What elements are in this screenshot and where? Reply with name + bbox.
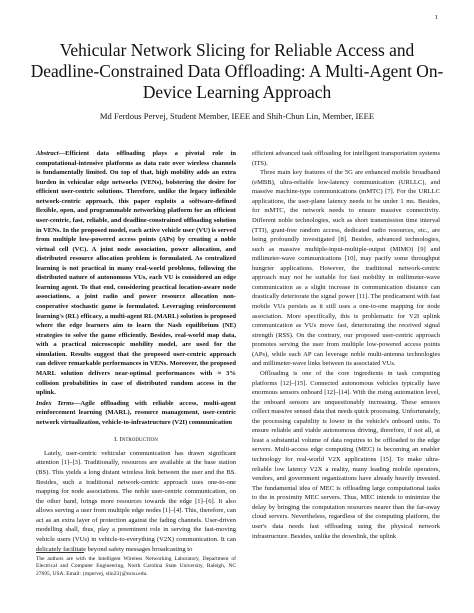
abstract xyxy=(36,149,236,398)
abstract-text: —Efficient data offloading plays a pivotal role in computational-intensive platforms as data rate over wireless channels is fundamentally limited. On top of that, high mobility adds an extra burden in vehicular edge networks (VENs), bolstering the desire for efficient user-centric solutions. Therefore, unlike the legacy inflexible network-centric approach, this paper exploits a software-defined flexible, open, and programmable networking platform for an efficient user-centric, fast, reliable, and deadline-constrained offloading solution in VENs. In the proposed model, each active vehicle user (VU) is served from multiple low-powered access points (APs) by creating a noble virtual cell (VC). A joint node association, power allocation, and distributed resource allocation problem is formulated. As centralized learning is not practical in many real-world problems, following the distributed nature of autonomous VUs, each VU is considered an edge learning agent. To that end, considering practical location-aware node associations, a joint radio and power resource allocation non-cooperative stochastic game is formulated. Leveraging reinforcement learning's (RL) efficacy, a multi-agent RL (MARL) solution is proposed where the edge learners aim to learn the Nash equilibrium (NE) strategies to solve the game efficiently. Besides, real-world map data, with a practical microscopic mobility model, are used for the simulation. Results suggest that the proposed user-centric approach can deliver remarkable performances in VENs. Moreover, the proposed MARL solution delivers near-optimal performances with ≈ 3% collision probabilities in case of distributed random access in the uplink. xyxy=(36,150,236,397)
section-heading: I. Introduction xyxy=(114,436,158,444)
footnote-rule xyxy=(36,552,84,553)
index-terms-heading: Index Terms xyxy=(36,399,74,407)
index-terms-text: —Agile offloading with reliable access, multi-agent reinforcement learning (MARL), resource management, user-centric network virtualization, vehicle-to-infrastructure (V2I) communication xyxy=(36,399,236,426)
left-column xyxy=(36,149,236,554)
intro-paragraph: Lately, user-centric vehicular communication has drawn significant attention [1]–[3]. Traditionally, resources are available at the base station (BS). This yields a long distant wireless link between the user and the BS. Besides, such a traditional network-centric approach uses one-to-one mapping for node associations. The noble user-centric communication, on the other hand, brings more resources towards the edge [1]–[6]. It also allows serving a user from multiple edge nodes [1]–[4]. This, therefore, can act as an extra layer of protection against the fading channels. User-driven modelling shall, thus, play a preeminent role in serving the fast-moving vehicle users (VUs) in vehicle-to-everything (V2X) communication. It can delicately facilitate beyond safety messages broadcasting to xyxy=(36,449,236,553)
right-paragraph-offloading: Offloading is one of the core ingredients in task computing platforms [12]–[15]. Connected autonomous vehicles typically have enormous sensors onboard [12]–[14]. With the rising automation level, the onboard sensors are unquestionably increasing. These sensors collect massive sensed data that needs quick processing. Unfortunately, the processing capability is lower in the vehicle's onboard units. To ensure reliable and viable autonomous driving, therefore, if not all, at least a substantial volume of data requires to be offloaded to the edge servers. Multi-access edge computing (MEC) is becoming an enabler technology for real-world V2X applications [15]. To make ultra-reliable low latency V2X a reality, many leading mobile operators, vendors, and government organizations have already heavily invested. The fundamental idea of MEC is offloading large computational tasks to the in proximity MEC servers. Thus, MEC intends to minimize the delay by bringing the computation resources nearer than the far-away cloud servers. Nevertheless, regardless of the computing platform, the user's data needs fast offloading using the physical network infrastructure. Besides, unlike the downlink, the uplink xyxy=(252,369,440,540)
right-paragraph-continued: efficient advanced task offloading for intelligent transportation systems (ITS). xyxy=(252,150,440,167)
abstract-heading: Abstract xyxy=(36,150,59,157)
paper-title: Vehicular Network Slicing for Reliable Access and Deadline-Constrained Data Offloading: A Multi-Agent On-Device Learning Approach xyxy=(30,40,444,102)
right-column xyxy=(252,149,440,541)
right-paragraph-5g: Three main key features of the 5G are enhanced mobile broadband (eMBB), ultra-reliable low-latency communication (URLLC), and massive machine-type communications (mMTC) [7]. For the URLLC applications, the user-plane latency needs to be under 1 ms. Besides, for mMTC, the network needs to ensure massive connectivity. Different noble technologies, such as short transmission time interval (TTI), grant-free random access, dedicated radio resources, etc., are being profoundly investigated [8]. Besides, advanced technologies, such as massive multiple-input-multiple-output (MIMO) [9] and millimeter-wave communications [10], may pacify some throughput hungrier applications. However, the traditional network-centric approach may not be suitable for fast mobility in millimeter-wave communication as a slight increase in communication distance can drastically deteriorate the signal power [11]. The predicament with fast mobile VUs persists as it still uses a one-to-one mapping for node association. More specifically, this is problematic for V2I uplink communication as VUs move fast, deteriorating the received signal strength (RSS). On the contrary, our proposed user-centric approach promotes serving the user from multiple low-powered access points (APs), while each AP can leverage noble multi-antenna technologies and millimeter-wave links between its associated VUs. xyxy=(252,169,440,368)
author-line: Md Ferdous Pervej, Student Member, IEEE and Shih-Chun Lin, Member, IEEE xyxy=(99,111,375,121)
index-terms xyxy=(36,399,236,428)
footnote: The authors are with the Intelligent Wireless Networking Laboratory, Department of Electrical and Computer Engineering, North Carolina State University, Raleigh, NC 27695, USA. Email: {mpervej, slin23}@ncsu.edu. xyxy=(36,556,236,577)
page-number: 1 xyxy=(434,14,438,21)
